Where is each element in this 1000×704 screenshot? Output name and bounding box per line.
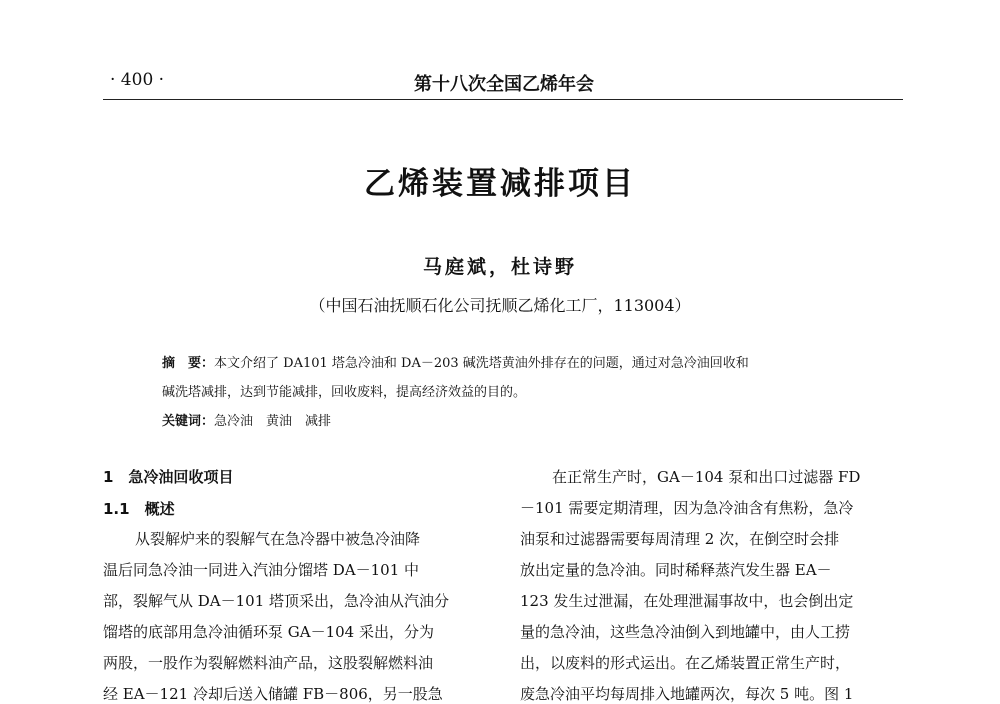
paragraph-line: 馏塔的底部用急冷油循环泵 GA－104 采出，分为 [103, 623, 434, 641]
subsection-heading: 1.1 概述 [103, 500, 175, 518]
paragraph-line: 经 EA－121 冷却后送入储罐 FB－806，另一股急 [103, 685, 443, 703]
header-rule [103, 99, 903, 100]
paragraph-line: 放出定量的急冷油。同时稀释蒸汽发生器 EA－ [520, 561, 832, 579]
left-column [103, 466, 493, 704]
affiliation: （中国石油抚顺石化公司抚顺乙烯化工厂，113004） [309, 296, 691, 315]
abstract-line-2: 碱洗塔减排，达到节能减排，回收废料，提高经济效益的目的。 [162, 385, 527, 400]
paragraph-line: 在正常生产时，GA－104 泵和出口过滤器 FD [552, 468, 861, 486]
paper-title: 乙烯装置减排项目 [364, 166, 636, 202]
paragraph-line: －101 需要定期清理，因为急冷油含有焦粉，急冷 [520, 499, 854, 517]
paragraph-line: 油泵和过滤器需要每周清理 2 次，在倒空时会排 [520, 530, 840, 548]
abstract-label: 摘 要： [162, 356, 215, 371]
keywords [162, 410, 331, 429]
paragraph-line: 部，裂解气从 DA－101 塔顶采出，急冷油从汽油分 [103, 592, 450, 610]
page-number: · 400 · [110, 70, 165, 90]
abstract-text-1: 本文介绍了 DA101 塔急冷油和 DA－203 碱洗塔黄油外排存在的问题，通过对急冷油回收和 [214, 356, 749, 371]
paragraph-line: 出，以废料的形式运出。在乙烯装置正常生产时， [520, 654, 851, 672]
section-heading: 1 急冷油回收项目 [103, 468, 234, 486]
paragraph-line: 废急冷油平均每周排入地罐两次，每次 5 吨。图 1 [520, 685, 854, 703]
right-column [520, 466, 905, 704]
paragraph-line: 量的急冷油，这些急冷油倒入到地罐中，由人工捞 [520, 623, 851, 641]
paragraph-line: 123 发生过泄漏，在处理泄漏事故中，也会倒出定 [520, 592, 854, 610]
abstract-line-1 [162, 352, 749, 371]
paragraph-line: 从裂解炉来的裂解气在急冷器中被急冷油降 [135, 530, 421, 548]
authors: 马庭斌，杜诗野 [422, 256, 577, 278]
journal-title: 第十八次全国乙烯年会 [414, 74, 594, 95]
keywords-label: 关键词： [162, 414, 215, 429]
paragraph-line: 温后同急冷油一同进入汽油分馏塔 DA－101 中 [103, 561, 420, 579]
paragraph-line: 两股，一股作为裂解燃料油产品，这股裂解燃料油 [103, 654, 434, 672]
keywords-text: 急冷油 黄油 减排 [214, 414, 332, 429]
